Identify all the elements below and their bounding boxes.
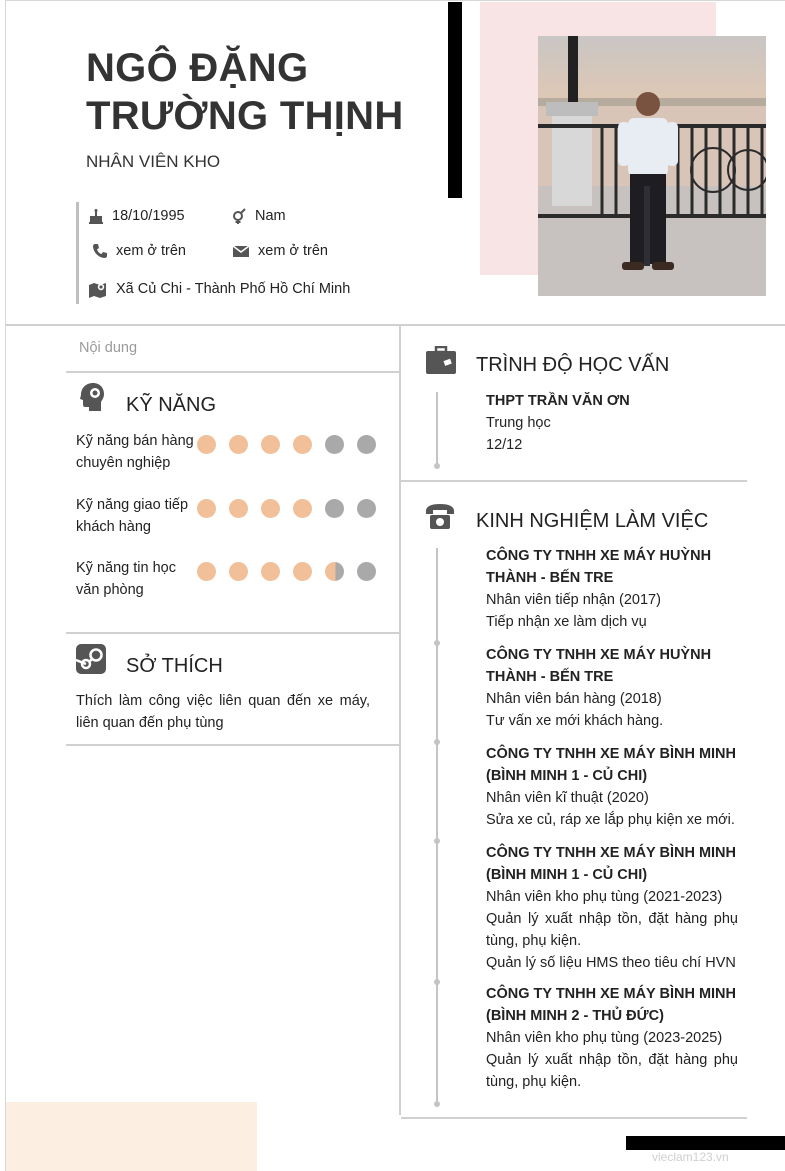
candidate-name: [86, 44, 404, 140]
skill-dot: [229, 562, 248, 581]
education-title: TRÌNH ĐỘ HỌC VẤN: [476, 354, 670, 376]
skill-dot: [261, 435, 280, 454]
education-timeline: [436, 392, 438, 466]
experience-timeline-dot: [434, 838, 440, 844]
company-name: CÔNG TY TNHH XE MÁY BÌNH MINH (BÌNH MINH 1 - CỦ CHI): [486, 746, 737, 784]
birthday-value: 18/10/1995: [112, 208, 185, 224]
contact-box: [76, 202, 79, 304]
skill-dot: [325, 562, 344, 581]
skill-name: Kỹ năng tin học văn phòng: [76, 560, 176, 598]
job-description: Quản lý xuất nhập tồn, đặt hàng phụ tùng, phụ kiện.: [486, 911, 738, 949]
gender-icon: [231, 208, 247, 224]
experience-timeline-dot: [434, 979, 440, 985]
job-role: Nhân viên kho phụ tùng (2021-2023): [486, 889, 723, 905]
skill-dot: [229, 499, 248, 518]
column-divider: [399, 325, 401, 1115]
black-decor-bar-top: [448, 2, 462, 198]
skill-dot: [293, 499, 312, 518]
skill-dot: [197, 435, 216, 454]
job-description: Sửa xe củ, ráp xe lắp phụ kiện xe mới.: [486, 812, 735, 828]
company-name: CÔNG TY TNHH XE MÁY BÌNH MINH (BÌNH MINH 1 - CỦ CHI): [486, 845, 737, 883]
peach-decor-block: [6, 1102, 257, 1171]
skill-name: Kỹ năng giao tiếp khách hàng: [76, 497, 189, 535]
experience-timeline-dot: [434, 640, 440, 646]
education-head-icon: [426, 346, 456, 379]
telephone-icon: [424, 502, 456, 530]
job-role: Nhân viên bán hàng (2018): [486, 691, 662, 707]
education-grade: 12/12: [486, 437, 523, 453]
job-description: Tư vấn xe mới khách hàng.: [486, 713, 664, 729]
left-divider-3: [66, 744, 399, 746]
skill-dot: [197, 499, 216, 518]
education-entry: [486, 390, 738, 456]
experience-entry: [486, 743, 738, 831]
experience-head-icon: [424, 502, 456, 535]
education-level: Trung học: [486, 415, 551, 431]
phone-icon: [92, 243, 108, 259]
email-value: xem ở trên: [258, 243, 328, 259]
gender-value: Nam: [255, 208, 286, 224]
company-name: CÔNG TY TNHH XE MÁY BÌNH MINH (BÌNH MINH 2 - THỦ ĐỨC): [486, 986, 737, 1024]
job-description: Quản lý số liệu HMS theo tiêu chí HVN: [486, 955, 736, 971]
watermark: vieclam123.vn: [652, 1150, 729, 1164]
job-description: Tiếp nhận xe làm dịch vụ: [486, 614, 647, 630]
skill-name: Kỹ năng bán hàng chuyên nghiệp: [76, 433, 194, 471]
birthday-item: [88, 208, 185, 224]
skill-dot: [293, 435, 312, 454]
skill-dot: [357, 499, 376, 518]
job-title: NHÂN VIÊN KHO: [86, 152, 221, 171]
experience-title: KINH NGHIỆM LÀM VIỆC: [476, 510, 709, 532]
company-name: CÔNG TY TNHH XE MÁY HUỲNH THÀNH - BẾN TRE: [486, 548, 712, 586]
job-role: Nhân viên kho phụ tùng (2023-2025): [486, 1030, 723, 1046]
briefcase-icon: [426, 346, 456, 374]
school-name: THPT TRẦN VĂN ƠN: [486, 393, 630, 409]
skill-rating: [197, 562, 389, 581]
content-placeholder: Nội dung: [79, 340, 138, 356]
skills-head-icon: [76, 381, 108, 418]
job-role: Nhân viên kĩ thuật (2020): [486, 790, 649, 806]
black-decor-bar-bottom: [626, 1136, 785, 1150]
left-divider-1: [66, 371, 399, 373]
header-divider: [6, 324, 785, 326]
experience-timeline: [436, 548, 438, 1104]
skill-dot: [357, 435, 376, 454]
skill-dot: [325, 499, 344, 518]
right-divider-1: [401, 480, 747, 482]
left-divider-2: [66, 632, 399, 634]
address-value: Xã Củ Chi - Thành Phố Hồ Chí Minh: [116, 281, 351, 297]
experience-timeline-dot: [434, 1101, 440, 1107]
hobbies-title: SỞ THÍCH: [126, 655, 223, 677]
skill-dot: [261, 562, 280, 581]
experience-entry: [486, 983, 738, 1093]
email-item: [232, 243, 328, 259]
skill-dot: [197, 562, 216, 581]
profile-photo: [538, 36, 766, 296]
experience-entry: [486, 644, 738, 732]
skill-rating: [197, 499, 389, 518]
job-role: Nhân viên tiếp nhận (2017): [486, 592, 661, 608]
skill-dot: [325, 435, 344, 454]
right-divider-2: [401, 1117, 747, 1119]
mail-icon: [232, 244, 250, 258]
skills-title: KỸ NĂNG: [126, 394, 217, 416]
experience-entry: [486, 545, 738, 633]
gender-item: [231, 208, 286, 224]
profile-photo-illustration: [538, 36, 766, 296]
candidate-name-line2: TRƯỜNG THỊNH: [86, 94, 404, 138]
skill-dot: [357, 562, 376, 581]
hobbies-head-icon: [76, 644, 106, 679]
phone-value: xem ở trên: [116, 243, 186, 259]
address-item: [88, 280, 350, 298]
experience-timeline-dot: [434, 739, 440, 745]
hobbies-text: Thích làm công việc liên quan đến xe máy, liên quan đến phụ tùng: [76, 693, 370, 731]
experience-entry: [486, 842, 738, 974]
education-timeline-dot: [434, 463, 440, 469]
brain-head-icon: [76, 381, 108, 413]
skill-dot: [229, 435, 248, 454]
skill-dot: [261, 499, 280, 518]
phone-item: [92, 243, 186, 259]
cake-icon: [88, 208, 104, 224]
skill-dot: [293, 562, 312, 581]
company-name: CÔNG TY TNHH XE MÁY HUỲNH THÀNH - BẾN TRE: [486, 647, 712, 685]
steam-icon: [76, 644, 106, 674]
candidate-name-line1: NGÔ ĐẶNG: [86, 46, 309, 90]
map-location-icon: [88, 280, 108, 298]
job-description: Quản lý xuất nhập tồn, đặt hàng phụ tùng, phụ kiện.: [486, 1052, 738, 1090]
skill-rating: [197, 435, 389, 454]
